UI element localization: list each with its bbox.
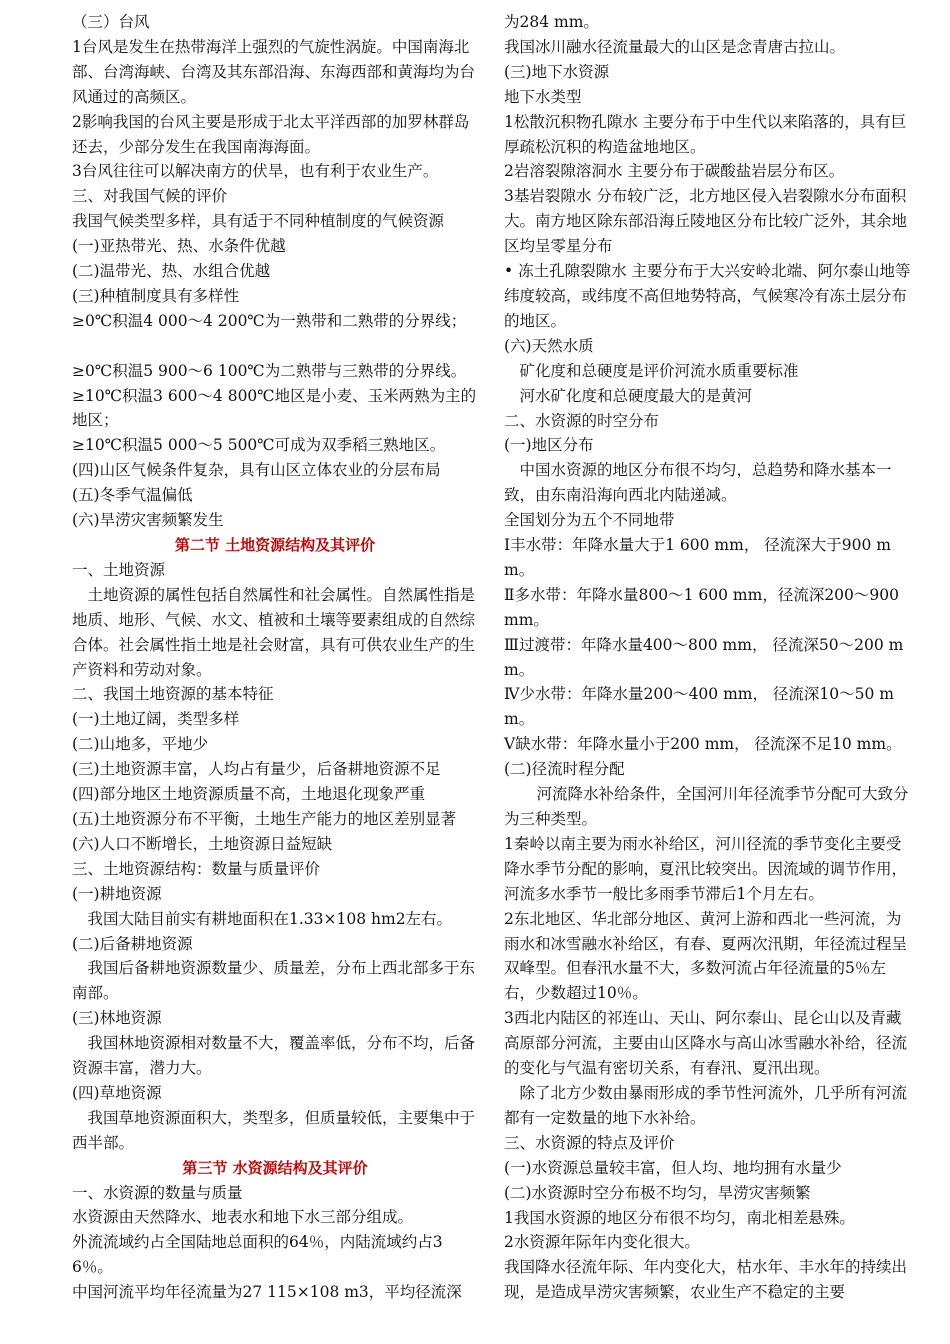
paragraph: 除了北方少数由暴雨形成的季节性河流外，几乎所有河流都有一定数量的地下水补给。: [504, 1083, 908, 1127]
paragraph: (一)水资源总量较丰富，但人均、地均拥有水量少: [504, 1158, 842, 1177]
paragraph: 土地资源的属性包括自然属性和社会属性。自然属性指是地质、地形、气候、水文、植被和土壤等要素组成的自然综合体。社会属性指土地是社会财富，具有可供农业生产的生产资料和劳动对象。: [72, 585, 476, 679]
paragraph: (六)天然水质: [504, 336, 594, 355]
paragraph: Ⅰ丰水带：年降水量大于1 600 mm， 径流深大于900 mm。: [504, 536, 891, 579]
paragraph: 水资源由天然降水、地表水和地下水三部分组成。: [72, 1208, 414, 1227]
section-heading: 第二节 土地资源结构及其评价: [174, 536, 376, 555]
paragraph: (二)后备耕地资源: [72, 934, 193, 953]
paragraph: Ⅴ缺水带：年降水量小于200 mm， 径流深不足10 mm。: [504, 735, 902, 754]
paragraph: Ⅱ多水带：年降水量800～1 600 mm，径流深200～900 mm。: [504, 585, 899, 629]
paragraph: (三)地下水资源: [504, 62, 610, 81]
paragraph: 河流降水补给条件，全国河川年径流季节分配可大致分为三种类型。: [504, 785, 909, 828]
paragraph: 一、土地资源: [72, 560, 166, 579]
paragraph: 矿化度和总硬度是评价河流水质重要标准: [519, 361, 799, 380]
paragraph: 我国冰川融水径流量最大的山区是念青唐古拉山。: [504, 37, 846, 56]
paragraph: (一)耕地资源: [72, 884, 162, 903]
paragraph: (六)旱涝灾害频繁发生: [72, 511, 224, 530]
paragraph: 外流流域约占全国陆地总面积的64％，内陆流域约占36％。: [72, 1233, 443, 1277]
paragraph: 1我国水资源的地区分布很不均匀，南北相差悬殊。: [504, 1208, 855, 1227]
paragraph: 二、我国土地资源的基本特征: [72, 685, 274, 704]
section-heading: 第三节 水资源结构及其评价: [182, 1158, 368, 1177]
paragraph: (二)径流时程分配: [504, 760, 625, 779]
paragraph: (四)山区气候条件复杂，具有山区立体农业的分层布局: [72, 461, 441, 480]
paragraph: 我国草地资源面积大，类型多，但质量较低，主要集中于西半部。: [72, 1108, 476, 1152]
paragraph: ≥10℃积温5 000～5 500℃可成为双季稻三熟地区。: [72, 436, 446, 455]
paragraph: 1松散沉积物孔隙水 主要分布于中生代以来陷落的，具有巨厚疏松沉积的构造盆地地区。: [504, 112, 907, 156]
paragraph: ≥10℃积温3 600～4 800℃地区是小麦、玉米两熟为主的地区；: [72, 386, 477, 430]
paragraph: (二)温带光、热、水组合优越: [72, 262, 271, 281]
paragraph: 三、水资源的特点及评价: [504, 1133, 675, 1152]
blank-line: [72, 334, 478, 359]
paragraph: 我国气候类型多样，具有适于不同种植制度的气候资源: [72, 212, 445, 231]
paragraph: 地下水类型: [504, 87, 582, 106]
paragraph: Ⅳ少水带：年降水量200～400 mm， 径流深10～50 mm。: [504, 685, 894, 729]
paragraph: 三、土地资源结构：数量与质量评价: [72, 859, 321, 878]
paragraph: • 冻土孔隙裂隙水 主要分布于大兴安岭北端、阿尔泰山地等纬度较高，或纬度不高但地势特高，气候寒冷有冻土层分布的地区。: [504, 262, 911, 330]
right-column: [504, 10, 914, 1305]
paragraph: 3台风往往可以解决南方的伏旱，也有利于农业生产。: [72, 162, 439, 181]
paragraph: 3基岩裂隙水 分布较广泛，北方地区侵入岩裂隙水分布面积大。南方地区除东部沿海丘陵地区分布比较广泛外，其余地区均呈零星分布: [504, 187, 908, 256]
paragraph: 2影响我国的台风主要是形成于北太平洋西部的加罗林群岛还去，少部分发生在我国南海海面。: [72, 112, 470, 156]
paragraph: 我国降水径流年际、年内变化大，枯水年、丰水年的持续出现，是造成旱涝灾害频繁，农业生产不稳定的主要: [504, 1258, 908, 1302]
left-column: [72, 10, 478, 1305]
paragraph: 我国林地资源相对数量不大，覆盖率低，分布不均，后备资源丰富，潜力大。: [72, 1034, 476, 1078]
paragraph: (四)草地资源: [72, 1083, 162, 1102]
paragraph: (二)山地多，平地少: [72, 735, 209, 754]
paragraph: 中国河流平均年径流量为27 115×108 m3，平均径流深: [72, 1283, 462, 1302]
paragraph: 中国水资源的地区分布很不均匀，总趋势和降水基本一致，由东南沿海向西北内陆递减。: [504, 461, 892, 505]
paragraph: Ⅲ过渡带：年降水量400～800 mm， 径流深50～200 mm。: [504, 635, 904, 679]
paragraph: (一)亚热带光、热、水条件优越: [72, 237, 286, 256]
paragraph: 我国后备耕地资源数量少、质量差，分布上西北部多于东南部。: [72, 959, 476, 1003]
paragraph: (一)地区分布: [504, 436, 594, 455]
paragraph: （三）台风: [72, 13, 150, 31]
paragraph: 为284 mm。: [504, 13, 599, 31]
paragraph: (一)土地辽阔，类型多样: [72, 710, 240, 729]
paragraph: (四)部分地区土地资源质量不高，土地退化现象严重: [72, 785, 426, 804]
paragraph: ≥0℃积温5 900～6 100℃为二熟带与三熟带的分界线。: [72, 361, 467, 380]
paragraph: 3西北内陆区的祁连山、天山、阿尔泰山、昆仑山以及青藏高原部分河流，主要由山区降水与高山冰雪融水补给，径流的变化与气温有密切关系，有春汛、夏汛出现。: [504, 1009, 908, 1078]
paragraph: (五)冬季气温偏低: [72, 486, 193, 505]
paragraph: 2东北地区、华北部分地区、黄河上游和西北一些河流，为雨水和冰雪融水补给区，有春、夏两次汛期，年径流过程呈双峰型。但春汛水量不大，多数河流占年径流量的5％左右，少数超过10％。: [504, 909, 908, 1003]
paragraph: 全国划分为五个不同地带: [504, 511, 675, 530]
paragraph: (二)水资源时空分布极不均匀，旱涝灾害频繁: [504, 1183, 811, 1202]
paragraph: (三)种植制度具有多样性: [72, 286, 240, 305]
paragraph: 1台风是发生在热带海洋上强烈的气旋性涡旋。中国南海北部、台湾海峡、台湾及其东部沿海、东海西部和黄海均为台风通过的高频区。: [72, 37, 476, 106]
paragraph: (五)土地资源分布不平衡，土地生产能力的地区差别显著: [72, 809, 457, 828]
paragraph: (三)土地资源丰富，人均占有量少，后备耕地资源不足: [72, 760, 441, 779]
paragraph: 二、水资源的时空分布: [504, 411, 660, 430]
paragraph: 2水资源年际年内变化很大。: [504, 1233, 700, 1252]
paragraph: (三)林地资源: [72, 1009, 162, 1028]
paragraph: ≥0℃积温4 000～4 200℃为一熟带和二熟带的分界线；: [72, 311, 467, 330]
paragraph: 1秦岭以南主要为雨水补给区，河川径流的季节变化主要受降水季节分配的影响，夏汛比较突出。因流域的调节作用，河流多水季节一般比多雨季节滞后1个月左右。: [504, 834, 908, 903]
paragraph: 2岩溶裂隙溶洞水 主要分布于碳酸盐岩层分布区。: [504, 162, 845, 181]
paragraph: 一、水资源的数量与质量: [72, 1183, 243, 1202]
paragraph: 河水矿化度和总硬度最大的是黄河: [519, 386, 753, 405]
paragraph: (六)人口不断增长，土地资源日益短缺: [72, 834, 333, 853]
paragraph: 我国大陆目前实有耕地面积在1.33×108 hm2左右。: [87, 909, 453, 928]
paragraph: 三、对我国气候的评价: [72, 187, 228, 206]
